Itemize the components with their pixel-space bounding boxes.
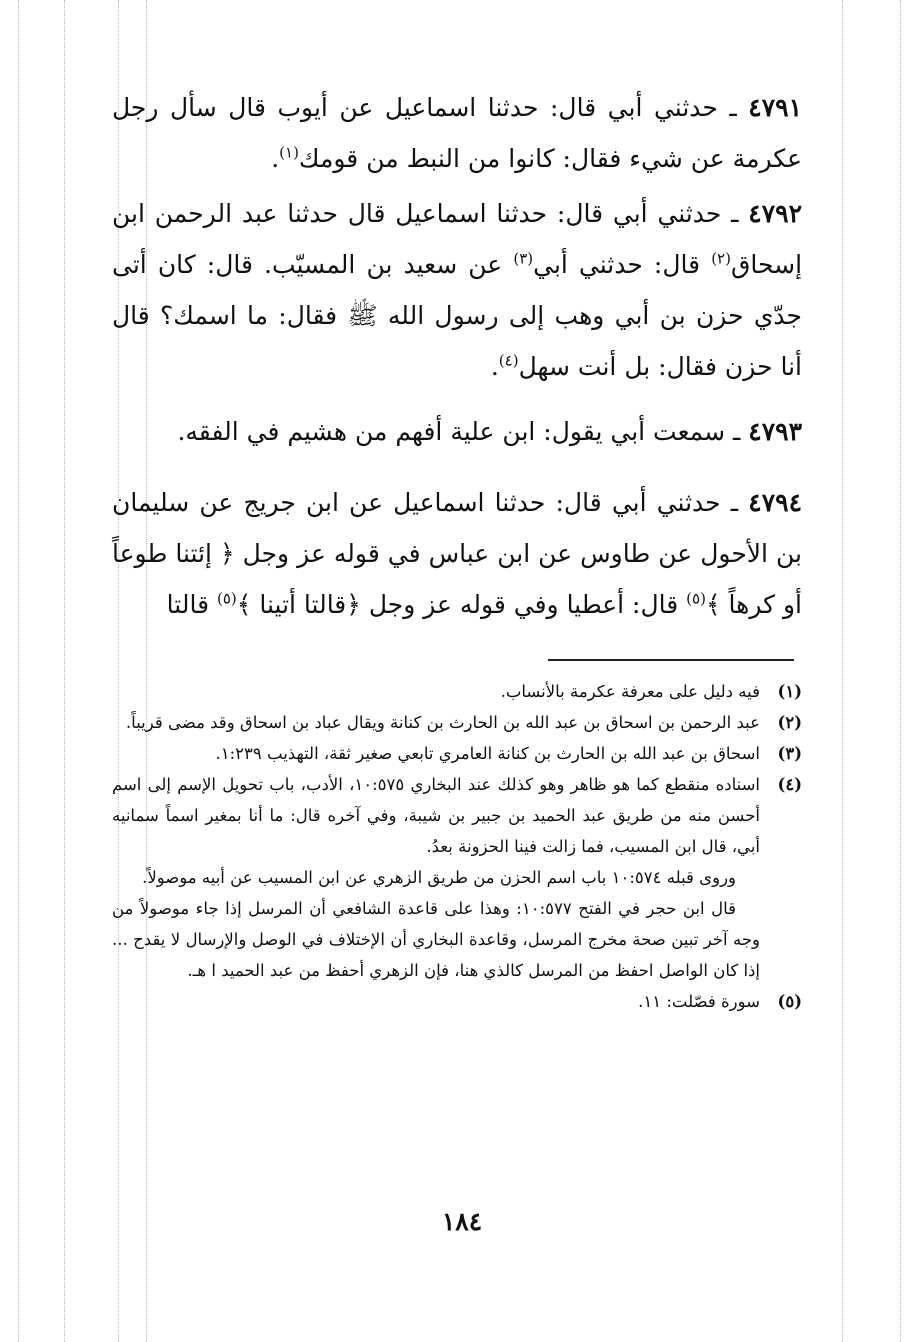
footnote-text: اسحاق بن عبد الله بن الحارث بن كنانة العامري تابعي صغير ثقة، التهذيب ١:٢٣٩. bbox=[215, 744, 760, 763]
footnote-text: اسناده منقطع كما هو ظاهر وهو كذلك عند البخاري ١٠:٥٧٥، الأدب، باب تحويل الإسم إلى اسم أحسن منه من طريق عبد الحميد بن جبير بن شيبة، وفي آخره قال: ما أنا بمغير اسماً سمانيه أبي، قال ابن المسيب، فما زالت فينا الحزونة بعدُ. bbox=[112, 775, 760, 856]
entry-number: ٤٧٩٣ bbox=[748, 417, 802, 446]
entry-text: ـ حدثني أبي قال: حدثنا اسماعيل عن أيوب قال سأل رجل عكرمة عن شيء فقال: كانوا من النبط من قومك bbox=[112, 93, 802, 173]
footnote-ref: (٥) bbox=[686, 589, 706, 608]
hadith-entry-4791 bbox=[112, 82, 802, 184]
footnote-ref: (٤) bbox=[498, 351, 519, 370]
entry-text: قال: أعطيا وفي قوله عز وجل ﴿قالتا أتينا ﴾ bbox=[236, 590, 679, 619]
footnote-text: عبد الرحمن بن اسحاق بن عبد الله بن الحارث بن كنانة ويقال عباد بن اسحاق وقد مضى قريباً. bbox=[125, 713, 760, 732]
footnote-mark: (٢) bbox=[777, 713, 802, 732]
footnote-text: سورة فصّلت: ١١. bbox=[638, 992, 760, 1011]
footnote-mark: (١) bbox=[777, 682, 802, 701]
footnote-4 bbox=[112, 769, 802, 862]
footnote-mark: (٥) bbox=[777, 992, 802, 1011]
footnote-separator bbox=[548, 659, 794, 661]
entry-text: قال: حدثني أبي bbox=[533, 250, 701, 279]
entry-end: . bbox=[490, 352, 499, 381]
entry-end: . bbox=[271, 144, 280, 173]
entry-text: ـ سمعت أبي يقول: ابن علية أفهم من هشيم في الفقه. bbox=[177, 417, 741, 446]
entry-number: ٤٧٩٤ bbox=[748, 488, 802, 517]
scan-guide-line bbox=[18, 0, 19, 1342]
footnote-mark: (٣) bbox=[777, 744, 802, 763]
scan-guide-line bbox=[64, 0, 65, 1342]
entry-number: ٤٧٩١ bbox=[748, 93, 802, 122]
footnote-2 bbox=[112, 707, 802, 738]
footnote-text: فيه دليل على معرفة عكرمة بالأنساب. bbox=[500, 682, 760, 701]
entry-text: ـ حدثني أبي قال: حدثنا اسماعيل قال حدثنا عبد الرحمن ابن إسحاق bbox=[112, 199, 803, 279]
page-number: ١٨٤ bbox=[441, 1207, 483, 1236]
footnote-5 bbox=[112, 986, 802, 1017]
scan-guide-line bbox=[900, 0, 901, 1342]
footnote-4-continuation: وروى قبله ١٠:٥٧٤ باب اسم الحزن من طريق الزهري عن ابن المسيب عن أبيه موصولاً. bbox=[142, 868, 736, 887]
footnote-ref: (١) bbox=[279, 143, 299, 162]
footnote-ref: (٥) bbox=[216, 589, 237, 608]
footnote-mark: (٤) bbox=[777, 775, 802, 794]
footnote-3 bbox=[112, 738, 802, 769]
footnote-ref: (٢) bbox=[711, 249, 731, 268]
footnote-4-continuation: قال ابن حجر في الفتح ١٠:٥٧٧: وهذا على قاعدة الشافعي أن المرسل إذا جاء موصولاً من وجه آخر تبين صحة مخرج المرسل، وقاعدة البخاري أن الإختلاف في الوصل والإرسال لا يقدح ... إذا كان الواصل احفظ من المرسل كالذي هنا، فإن الزهري أحفظ من عبد الحميد ا هـ. bbox=[112, 899, 760, 980]
entry-text: ـ حدثني أبي قال: حدثنا اسماعيل عن ابن جريج عن سليمان بن الأحول عن طاوس عن ابن عباس في قوله عز وجل ﴿ إئتنا طوعاً أو كرهاً ﴾ bbox=[112, 488, 802, 619]
entry-number: ٤٧٩٢ bbox=[748, 199, 802, 228]
entry-text: قالتا bbox=[166, 590, 210, 619]
hadith-entry-4792 bbox=[112, 188, 802, 392]
hadith-entry-4793 bbox=[112, 406, 802, 457]
hadith-entry-4794 bbox=[112, 477, 802, 630]
footnotes bbox=[112, 676, 802, 1017]
footnote-ref: (٣) bbox=[513, 249, 534, 268]
footnote-1 bbox=[112, 676, 802, 707]
scan-guide-line bbox=[842, 0, 843, 1342]
entry-text: عن سعيد بن المسيّب. قال: كان أتى جدّي حزن بن أبي وهب إلى رسول الله ﷺ فقال: ما اسمك؟ قال أنا حزن فقال: بل أنت سهل bbox=[112, 250, 802, 381]
